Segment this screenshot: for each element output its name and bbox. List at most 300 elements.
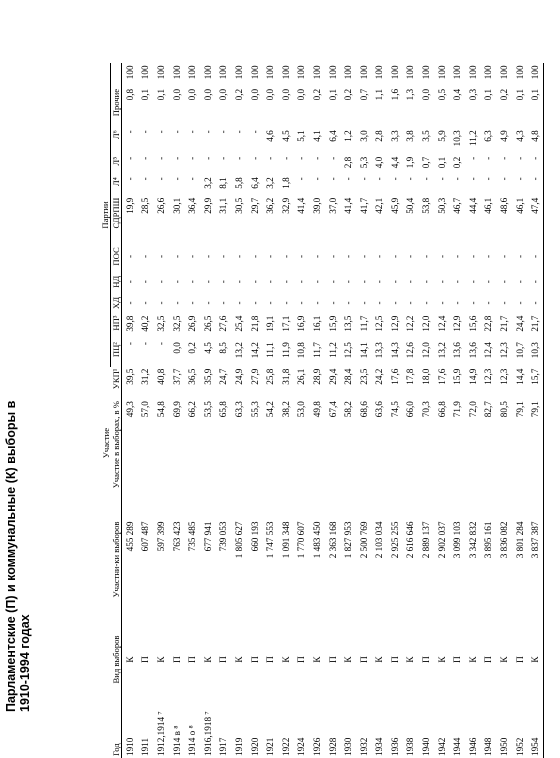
table-cell: - [527, 242, 543, 271]
table-cell: 2 103 034 [374, 521, 385, 559]
table-cell: 1924 [296, 737, 307, 756]
table-cell: 70,3 [421, 401, 432, 418]
table-cell: 100 [389, 65, 400, 80]
table-row [200, 58, 216, 758]
table-cell: 36,2 [265, 197, 276, 214]
table-cell: 1910 [124, 737, 135, 756]
table-cell: 46,1 [483, 197, 494, 214]
table-body [122, 58, 544, 758]
table-cell: 100 [171, 65, 182, 80]
table-cell: - [218, 130, 229, 134]
table-cell: 0,0 [249, 88, 260, 101]
table-row [481, 58, 497, 758]
table-cell: - [358, 280, 369, 284]
table-cell: 45,9 [389, 197, 400, 214]
table-cell: 100 [296, 65, 307, 80]
table-cell: 12,0 [421, 315, 432, 332]
table-cell: 1 770 607 [296, 521, 307, 559]
table-cell: 0,0 [171, 342, 182, 354]
header-voters: Участни-ки выборов [111, 520, 122, 626]
table-cell: 17,6 [436, 368, 447, 385]
table-cell: 0,1 [436, 156, 447, 169]
table-cell: 100 [499, 65, 510, 80]
table-row [231, 58, 247, 758]
table-cell: 10,7 [514, 342, 525, 359]
table-cell: 54,2 [265, 401, 276, 418]
table-cell: 67,4 [327, 401, 338, 418]
table-cell: 71,9 [452, 401, 463, 418]
table-cell: 28,4 [343, 368, 354, 385]
table-cell: 46,7 [452, 197, 463, 214]
table-cell: - [358, 177, 369, 181]
table-cell: 13,6 [452, 342, 463, 359]
table-cell: 12,5 [343, 342, 354, 359]
header-election-type: Вид выборов [111, 625, 122, 694]
table-cell: 5,3 [358, 156, 369, 169]
table-cell: - [218, 156, 229, 160]
table-cell: - [436, 177, 447, 181]
table-cell: - [467, 280, 478, 284]
table-cell: 12,9 [389, 315, 400, 332]
table-cell: 80,5 [499, 401, 510, 418]
table-cell: К [467, 656, 478, 663]
table-cell: 100 [249, 65, 260, 80]
table-cell: 66,8 [436, 401, 447, 418]
table-row [169, 58, 185, 758]
table-cell: - [311, 254, 322, 258]
table-cell: 27,6 [218, 315, 229, 332]
table-cell: 36,4 [187, 197, 198, 214]
table-cell: 1930 [343, 737, 354, 756]
table-cell: - [233, 301, 244, 305]
table-cell: 0,5 [436, 88, 447, 101]
table-cell: 53,8 [421, 197, 432, 214]
table-cell: 63,3 [233, 401, 244, 418]
table-cell: 0,1 [327, 88, 338, 101]
table-cell: - [374, 177, 385, 181]
table-cell: - [343, 280, 354, 284]
table-cell: - [374, 254, 385, 258]
table-cell: 0,4 [452, 88, 463, 101]
table-cell: 1914 о ⁸ [187, 725, 198, 756]
table-cell: 12,3 [499, 368, 510, 385]
table-cell: - [296, 301, 307, 305]
table-cell: 1934 [374, 737, 385, 756]
table-cell: 100 [421, 65, 432, 80]
page-title [4, 12, 32, 712]
table-cell: - [155, 342, 166, 346]
table-cell: 100 [514, 65, 525, 80]
table-cell: 3,5 [421, 130, 432, 142]
table-cell: 12,4 [436, 315, 447, 332]
table-cell: 4,3 [514, 130, 525, 142]
table-cell: - [187, 156, 198, 160]
table-cell: - [405, 301, 416, 305]
table-row [325, 58, 341, 758]
table-cell: 40,8 [155, 368, 166, 385]
table-cell: 28,9 [311, 368, 322, 385]
table-cell: 15,9 [452, 368, 463, 385]
table-cell: - [514, 177, 525, 181]
header-xd: ХД [111, 292, 122, 313]
table-cell: К [499, 656, 510, 663]
table-cell: 30,5 [233, 197, 244, 214]
table-cell: - [499, 177, 510, 181]
table-cell: 100 [436, 65, 447, 80]
table-cell: 29,9 [202, 197, 213, 214]
table-cell: - [249, 280, 260, 284]
table-cell: - [280, 301, 291, 305]
table-cell: 46,1 [514, 197, 525, 214]
table-cell: - [327, 301, 338, 305]
table-cell: 63,6 [374, 401, 385, 418]
table-cell: 1940 [421, 737, 432, 756]
table-cell: 31,2 [140, 368, 151, 385]
table-cell: - [218, 280, 229, 284]
header-l6: Л⁶ [111, 128, 122, 155]
table-cell: 0,1 [155, 88, 166, 101]
table-cell: 0,1 [483, 88, 494, 101]
table-row [418, 58, 434, 758]
table-cell: 10,3 [452, 130, 463, 147]
table-cell: - [514, 301, 525, 305]
header-nd: НД [111, 271, 122, 292]
table-cell: 12,6 [405, 342, 416, 359]
table-cell: К [343, 656, 354, 663]
table-cell: - [202, 130, 213, 134]
table-cell: - [421, 301, 432, 305]
table-cell: - [155, 301, 166, 305]
table-cell: - [187, 301, 198, 305]
table-cell: 58,2 [343, 401, 354, 418]
table-cell: 0,0 [171, 88, 182, 101]
header-sdrp: СДРПШ [111, 196, 122, 242]
table-cell: - [280, 156, 291, 160]
table-cell: 28,5 [140, 197, 151, 214]
table-cell: 29,4 [327, 368, 338, 385]
table-row [527, 58, 543, 758]
table-cell: 39,0 [311, 197, 322, 214]
table-cell: 4,0 [374, 156, 385, 169]
table-cell: 100 [327, 65, 338, 80]
table-cell: 53,5 [202, 401, 213, 418]
table-row [278, 58, 294, 758]
table-cell: 38,2 [280, 401, 291, 418]
table-cell: - [140, 280, 151, 284]
table-cell: - [202, 254, 213, 258]
table-cell: 24,7 [218, 368, 229, 385]
table-cell: 17,1 [280, 315, 291, 332]
table-cell: 14,1 [358, 342, 369, 359]
table-cell: 0,0 [421, 88, 432, 101]
table-cell: 0,2 [343, 88, 354, 101]
table-cell: 0,0 [187, 88, 198, 101]
table-cell: - [265, 254, 276, 258]
table-cell: 0,8 [124, 88, 135, 101]
table-row [403, 58, 419, 758]
table-cell: - [452, 280, 463, 284]
table-cell: 100 [343, 65, 354, 80]
table-cell: 100 [233, 65, 244, 80]
table-row [387, 58, 403, 758]
table-cell: - [171, 280, 182, 284]
table-cell: 3,8 [405, 130, 416, 142]
table-cell: 3,3 [389, 130, 400, 142]
table-cell: - [311, 156, 322, 160]
table-cell: 12,0 [421, 342, 432, 359]
table-cell: - [389, 177, 400, 181]
table-cell: - [218, 301, 229, 305]
table-cell: - [527, 292, 543, 313]
table-cell: - [171, 177, 182, 181]
table-cell: 31,8 [280, 368, 291, 385]
table-cell: 16,9 [296, 315, 307, 332]
table-cell: К [124, 656, 135, 663]
header-year: Год [111, 694, 122, 758]
table-cell: П [249, 656, 260, 663]
header-l5: Л⁵ [111, 155, 122, 175]
table-cell: - [311, 177, 322, 181]
table-cell: 44,4 [467, 197, 478, 214]
table-cell: - [467, 254, 478, 258]
table-cell: П [421, 656, 432, 663]
table-cell: 3 836 082 [499, 521, 510, 559]
table-cell: 22,8 [483, 315, 494, 332]
table-cell: - [527, 271, 543, 292]
table-cell: 100 [124, 65, 135, 80]
table-cell: 37,7 [171, 368, 182, 385]
table-cell: 1917 [218, 737, 229, 756]
table-cell: 12,3 [499, 342, 510, 359]
table-cell: 17,6 [389, 368, 400, 385]
table-cell: 1,9 [405, 156, 416, 169]
table-cell: 0,2 [311, 88, 322, 101]
table-cell: 597 399 [155, 521, 166, 552]
table-cell: 100 [265, 65, 276, 80]
table-cell: 1952 [514, 737, 525, 756]
table-cell: 607 487 [140, 521, 151, 552]
table-cell: 1911 [140, 737, 151, 756]
table-cell: 41,4 [296, 197, 307, 214]
table-cell: - [499, 301, 510, 305]
table-cell: 49,8 [311, 401, 322, 418]
table-cell: 0,2 [233, 88, 244, 101]
table-cell: 1942 [436, 737, 447, 756]
table-cell: 0,1 [527, 87, 543, 128]
table-cell: 57,0 [140, 401, 151, 418]
table-cell: - [124, 280, 135, 284]
table-cell: 72,0 [467, 401, 478, 418]
table-cell: 100 [140, 65, 151, 80]
table-cell: - [483, 280, 494, 284]
table-cell: 41,4 [343, 197, 354, 214]
table-cell: 1,6 [389, 88, 400, 101]
table-cell: - [405, 177, 416, 181]
table-cell: 14,4 [514, 368, 525, 385]
table-cell: 10,8 [296, 342, 307, 359]
title-line-1: Парламентские (П) и коммунальные (К) выборы в [4, 400, 18, 712]
table-cell: - [124, 342, 135, 346]
table-cell: - [499, 280, 510, 284]
table-cell: 24,9 [233, 368, 244, 385]
table-cell: 49,3 [124, 401, 135, 418]
table-cell: 100 [483, 65, 494, 80]
table-cell: 11,2 [327, 342, 338, 358]
table-cell: - [421, 177, 432, 181]
table-cell: 82,7 [483, 401, 494, 418]
table-cell: - [467, 301, 478, 305]
header-np: НП³ [111, 314, 122, 341]
table-cell: 1922 [280, 737, 291, 756]
table-cell: 32,9 [280, 197, 291, 214]
table-cell: 3,2 [202, 177, 213, 189]
table-cell: 3 801 284 [514, 521, 525, 559]
table-cell: 16,1 [311, 315, 322, 332]
table-cell: К [233, 656, 244, 663]
table-cell: 23,5 [358, 368, 369, 385]
header-pos: ПОС [111, 242, 122, 271]
title-line-2: 1910-1994 годах [18, 614, 32, 712]
table-cell: 26,6 [155, 197, 166, 214]
table-cell: 5,1 [296, 130, 307, 142]
table-cell: - [155, 254, 166, 258]
table-cell: 100 [218, 65, 229, 80]
table-cell: 0,2 [499, 88, 510, 101]
table-cell: 39,8 [124, 315, 135, 332]
table-cell: 29,7 [249, 197, 260, 214]
table-cell: 32,5 [155, 315, 166, 332]
table-cell: 13,5 [343, 315, 354, 332]
table-cell: 48,6 [499, 197, 510, 214]
table-cell: 35,9 [202, 368, 213, 385]
table-cell: - [327, 177, 338, 181]
table-cell: - [171, 254, 182, 258]
table-cell: 4,9 [499, 130, 510, 142]
table-cell: 47,4 [527, 196, 543, 242]
table-row [294, 58, 310, 758]
table-cell: 41,7 [358, 197, 369, 214]
table-cell: - [140, 254, 151, 258]
table-cell: 69,9 [171, 401, 182, 418]
table-cell: - [327, 156, 338, 160]
table-cell: 11,9 [280, 342, 291, 358]
table-cell: 100 [155, 65, 166, 80]
table-cell: К [280, 656, 291, 663]
table-cell: - [202, 156, 213, 160]
table-cell: 17,8 [405, 368, 416, 385]
table-cell: - [467, 177, 478, 181]
table-cell: - [171, 130, 182, 134]
table-cell: 0,1 [514, 88, 525, 101]
table-cell: 2 363 168 [327, 521, 338, 559]
table-cell: 100 [311, 65, 322, 80]
table-cell: 55,3 [249, 401, 260, 418]
table-cell: 13,3 [374, 342, 385, 359]
table-row [372, 58, 388, 758]
table-cell: П [140, 656, 151, 663]
table-cell: - [124, 177, 135, 181]
table-cell: - [405, 280, 416, 284]
table-cell: - [296, 280, 307, 284]
table-cell: 1936 [389, 737, 400, 756]
table-cell: 65,8 [218, 401, 229, 418]
table-cell: 2,8 [374, 130, 385, 142]
header-pc: ПЦ² [111, 340, 122, 367]
table-cell: 13,2 [233, 342, 244, 359]
table-cell: 0,1 [140, 88, 151, 101]
table-cell: 5,9 [436, 130, 447, 142]
table-cell: 100 [527, 63, 543, 86]
table-cell: - [327, 280, 338, 284]
table-cell: - [249, 301, 260, 305]
table-row [496, 58, 512, 758]
table-cell: - [421, 280, 432, 284]
table-cell: 24,4 [514, 315, 525, 332]
table-cell: 39,5 [124, 368, 135, 385]
election-table-container [96, 58, 541, 758]
header-participation-group: Участие [100, 427, 111, 459]
table-cell: 2 500 769 [358, 521, 369, 559]
table-cell: 1938 [405, 737, 416, 756]
table-cell: 18,0 [421, 368, 432, 385]
table-cell: 8,5 [218, 342, 229, 354]
table-cell: - [499, 254, 510, 258]
table-cell: 50,4 [405, 197, 416, 214]
table-cell: - [218, 254, 229, 258]
table-cell: К [374, 656, 385, 663]
table-cell: 1 827 953 [343, 521, 354, 559]
table-cell: - [296, 156, 307, 160]
table-cell: П [358, 656, 369, 663]
table-cell: 4,4 [389, 156, 400, 169]
table-cell: 37,0 [327, 197, 338, 214]
table-cell: 21,8 [249, 315, 260, 332]
header-ukp: УКП¹ [111, 367, 122, 400]
table-cell: - [233, 130, 244, 134]
table-cell: 15,7 [527, 367, 543, 400]
table-cell: - [358, 254, 369, 258]
table-cell: - [296, 177, 307, 181]
table-cell: - [140, 301, 151, 305]
table-cell: - [327, 254, 338, 258]
table-cell: - [499, 156, 510, 160]
table-cell: 36,5 [187, 368, 198, 385]
table-cell: - [280, 254, 291, 258]
table-cell: 100 [358, 65, 369, 80]
table-cell: - [187, 254, 198, 258]
table-cell: 1,2 [343, 130, 354, 142]
table-cell: - [514, 280, 525, 284]
table-cell: 50,3 [436, 197, 447, 214]
table-cell: 100 [202, 65, 213, 80]
table-cell: 11,7 [358, 315, 369, 332]
table-cell: - [249, 130, 260, 134]
table-cell: 1932 [358, 737, 369, 756]
table-cell: 12,9 [452, 315, 463, 332]
table-row [340, 58, 356, 758]
table-cell: 1912,1914 ⁷ [155, 711, 166, 756]
table-cell: 100 [374, 65, 385, 80]
table-cell: - [187, 177, 198, 181]
table-cell: П [218, 656, 229, 663]
table-cell: - [527, 175, 543, 195]
table-cell: 40,2 [140, 315, 151, 332]
table-cell: - [124, 156, 135, 160]
table-row [216, 58, 232, 758]
table-cell: 763 423 [171, 521, 182, 552]
table-cell: 1928 [327, 737, 338, 756]
table-cell: П [514, 656, 525, 663]
